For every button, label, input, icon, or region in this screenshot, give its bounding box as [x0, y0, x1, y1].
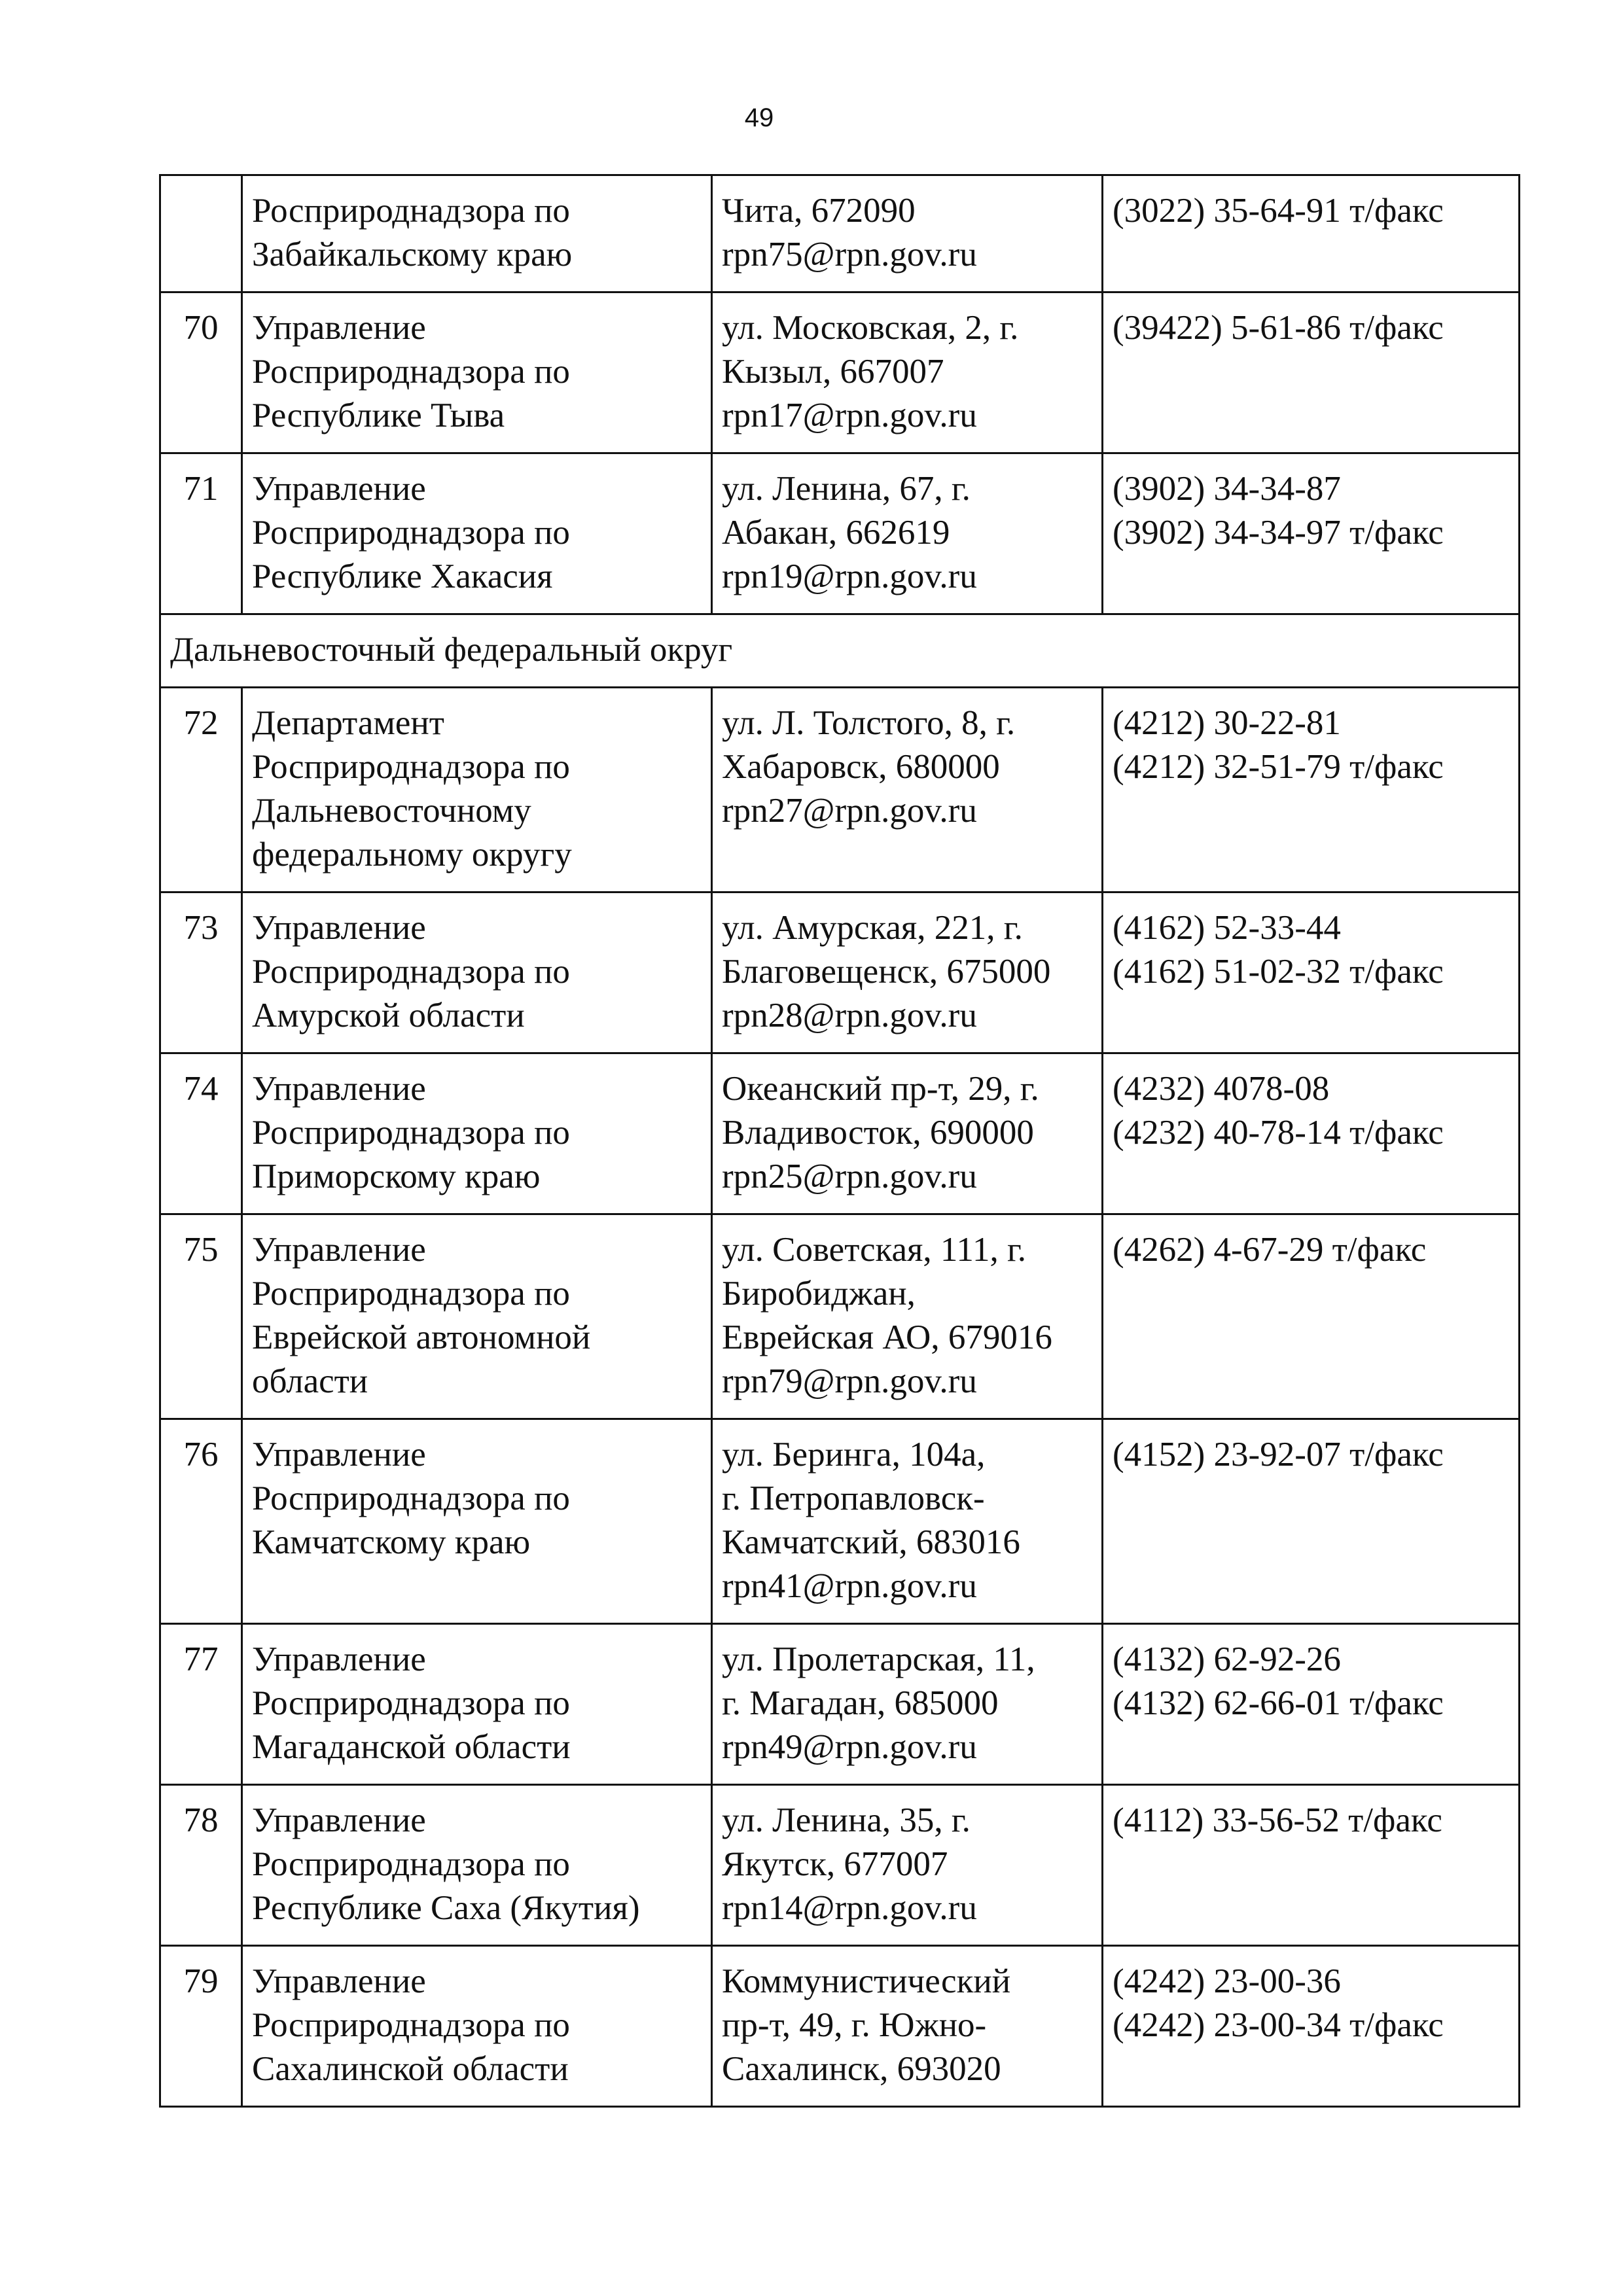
- office-name-line: Управление: [252, 1070, 426, 1108]
- office-address-line: Коммунистический: [722, 1962, 1011, 2000]
- office-address-line: Биробиджан,: [722, 1275, 916, 1313]
- office-address: [712, 1053, 1103, 1214]
- office-name-line: Управление: [252, 309, 426, 347]
- office-address-line: Камчатский, 683016: [722, 1523, 1020, 1561]
- office-address: [712, 688, 1103, 892]
- office-phones-line: (4132) 62-66-01 т/факс: [1113, 1684, 1444, 1722]
- office-name-line: области: [252, 1362, 368, 1400]
- office-name: [242, 892, 712, 1053]
- office-name-line: федеральному округу: [252, 836, 572, 874]
- table-row: [160, 292, 1520, 453]
- office-name-line: Республике Тыва: [252, 397, 505, 434]
- section-header-row: [160, 614, 1520, 688]
- office-address-line: Океанский пр-т, 29, г.: [722, 1070, 1039, 1108]
- office-phones: [1103, 1785, 1520, 1946]
- office-phones: [1103, 892, 1520, 1053]
- office-address-line: rpn14@rpn.gov.ru: [722, 1889, 977, 1927]
- office-address: [712, 892, 1103, 1053]
- office-phones-line: (4162) 51-02-32 т/факс: [1113, 953, 1444, 991]
- office-name-line: Росприроднадзора по: [252, 748, 570, 786]
- office-phones: [1103, 1624, 1520, 1785]
- office-address-line: rpn49@rpn.gov.ru: [722, 1728, 977, 1766]
- office-address-line: Еврейская АО, 679016: [722, 1318, 1052, 1356]
- office-phones-line: (4242) 23-00-36: [1113, 1962, 1341, 2000]
- office-name: [242, 1214, 712, 1419]
- office-phones: [1103, 1053, 1520, 1214]
- office-name-line: Дальневосточному: [252, 792, 531, 830]
- office-address: [712, 1214, 1103, 1419]
- office-address-line: rpn27@rpn.gov.ru: [722, 792, 977, 830]
- office-phones-line: (4262) 4-67-29 т/факс: [1113, 1231, 1427, 1269]
- row-number: 73: [160, 892, 242, 1053]
- office-address-line: rpn17@rpn.gov.ru: [722, 397, 977, 434]
- office-address-line: ул. Московская, 2, г.: [722, 309, 1019, 347]
- office-address-line: rpn25@rpn.gov.ru: [722, 1157, 977, 1195]
- office-phones-line: (4152) 23-92-07 т/факс: [1113, 1436, 1444, 1474]
- office-name-line: Росприроднадзора по: [252, 192, 570, 230]
- table-row: [160, 1053, 1520, 1214]
- office-name-line: Управление: [252, 1640, 426, 1678]
- row-number: 71: [160, 453, 242, 614]
- office-address-line: ул. Беринга, 104а,: [722, 1436, 986, 1474]
- office-address-line: ул. Советская, 111, г.: [722, 1231, 1026, 1269]
- office-name: [242, 1785, 712, 1946]
- office-name-line: Магаданской области: [252, 1728, 571, 1766]
- office-phones-line: (39422) 5-61-86 т/факс: [1113, 309, 1444, 347]
- office-address-line: rpn75@rpn.gov.ru: [722, 236, 977, 274]
- office-name-line: Управление: [252, 909, 426, 947]
- office-name-line: Росприроднадзора по: [252, 1845, 570, 1883]
- office-name-line: Росприроднадзора по: [252, 514, 570, 552]
- table-row: [160, 1214, 1520, 1419]
- page-number: 49: [744, 103, 774, 132]
- office-name: [242, 292, 712, 453]
- office-address-line: г. Магадан, 685000: [722, 1684, 999, 1722]
- office-name-line: Росприроднадзора по: [252, 953, 570, 991]
- office-address-line: ул. Пролетарская, 11,: [722, 1640, 1035, 1678]
- office-phones: [1103, 688, 1520, 892]
- office-name: [242, 453, 712, 614]
- office-name: [242, 1419, 712, 1624]
- office-name-line: Росприроднадзора по: [252, 1275, 570, 1313]
- row-number: [160, 175, 242, 292]
- office-name-line: Амурской области: [252, 997, 525, 1034]
- office-address: [712, 1624, 1103, 1785]
- office-name: [242, 1053, 712, 1214]
- table-body-top: [160, 175, 1520, 614]
- office-phones: [1103, 1946, 1520, 2107]
- office-address: [712, 1785, 1103, 1946]
- office-name-line: Росприроднадзора по: [252, 1114, 570, 1152]
- office-phones-line: (4242) 23-00-34 т/факс: [1113, 2006, 1444, 2044]
- office-address-line: г. Петропавловск-: [722, 1479, 985, 1517]
- office-name-line: Росприроднадзора по: [252, 1684, 570, 1722]
- office-name-line: Республике Хакасия: [252, 557, 553, 595]
- office-name: [242, 175, 712, 292]
- office-address-line: rpn41@rpn.gov.ru: [722, 1567, 977, 1605]
- row-number: 75: [160, 1214, 242, 1419]
- section-title: Дальневосточный федеральный округ: [160, 614, 1520, 688]
- office-address: [712, 1419, 1103, 1624]
- row-number: 78: [160, 1785, 242, 1946]
- section-header: [160, 614, 1520, 688]
- office-name-line: Сахалинской области: [252, 2050, 569, 2088]
- table-row: [160, 1419, 1520, 1624]
- office-phones-line: (4212) 32-51-79 т/факс: [1113, 748, 1444, 786]
- office-name-line: Росприроднадзора по: [252, 2006, 570, 2044]
- office-address: [712, 453, 1103, 614]
- office-name-line: Управление: [252, 1801, 426, 1839]
- office-name-line: Управление: [252, 1962, 426, 2000]
- office-phones: [1103, 292, 1520, 453]
- office-phones-line: (3902) 34-34-87: [1113, 470, 1341, 508]
- office-address-line: Чита, 672090: [722, 192, 916, 230]
- row-number: 72: [160, 688, 242, 892]
- office-phones-line: (3902) 34-34-97 т/факс: [1113, 514, 1444, 552]
- office-address-line: ул. Ленина, 35, г.: [722, 1801, 971, 1839]
- office-address-line: Благовещенск, 675000: [722, 953, 1051, 991]
- table-row: [160, 892, 1520, 1053]
- office-phones-line: (4112) 33-56-52 т/факс: [1113, 1801, 1442, 1839]
- office-address: [712, 1946, 1103, 2107]
- table-row: [160, 1946, 1520, 2107]
- office-address-line: ул. Л. Толстого, 8, г.: [722, 704, 1016, 742]
- office-name: [242, 1946, 712, 2107]
- office-phones-line: (4212) 30-22-81: [1113, 704, 1341, 742]
- office-phones-line: (4232) 4078-08: [1113, 1070, 1330, 1108]
- office-name-line: Управление: [252, 470, 426, 508]
- office-name-line: Забайкальскому краю: [252, 236, 573, 274]
- office-address-line: Кызыл, 667007: [722, 353, 944, 391]
- office-name-line: Росприроднадзора по: [252, 353, 570, 391]
- office-name-line: Управление: [252, 1436, 426, 1474]
- row-number: 77: [160, 1624, 242, 1785]
- row-number: 76: [160, 1419, 242, 1624]
- office-name-line: Камчатскому краю: [252, 1523, 531, 1561]
- office-name: [242, 688, 712, 892]
- office-phones-line: (4162) 52-33-44: [1113, 909, 1341, 947]
- row-number: 79: [160, 1946, 242, 2107]
- office-address-line: Якутск, 677007: [722, 1845, 948, 1883]
- table-row: [160, 1785, 1520, 1946]
- office-name-line: Республике Саха (Якутия): [252, 1889, 640, 1927]
- office-address: [712, 175, 1103, 292]
- office-name-line: Департамент: [252, 704, 444, 742]
- office-phones-line: (3022) 35-64-91 т/факс: [1113, 192, 1444, 230]
- office-phones-line: (4232) 40-78-14 т/факс: [1113, 1114, 1444, 1152]
- office-address-line: Хабаровск, 680000: [722, 748, 1000, 786]
- table-row: [160, 688, 1520, 892]
- office-name-line: Управление: [252, 1231, 426, 1269]
- office-address-line: Абакан, 662619: [722, 514, 950, 552]
- office-name-line: Еврейской автономной: [252, 1318, 591, 1356]
- office-address-line: rpn28@rpn.gov.ru: [722, 997, 977, 1034]
- office-address-line: Сахалинск, 693020: [722, 2050, 1001, 2088]
- table-row: [160, 1624, 1520, 1785]
- row-number: 70: [160, 292, 242, 453]
- row-number: 74: [160, 1053, 242, 1214]
- office-phones: [1103, 1419, 1520, 1624]
- office-address: [712, 292, 1103, 453]
- table-row: [160, 453, 1520, 614]
- offices-table: [159, 174, 1520, 2108]
- office-name-line: Росприроднадзора по: [252, 1479, 570, 1517]
- office-address-line: rpn79@rpn.gov.ru: [722, 1362, 977, 1400]
- office-address-line: Владивосток, 690000: [722, 1114, 1034, 1152]
- office-phones-line: (4132) 62-92-26: [1113, 1640, 1341, 1678]
- office-address-line: ул. Ленина, 67, г.: [722, 470, 971, 508]
- office-name-line: Приморскому краю: [252, 1157, 541, 1195]
- office-phones: [1103, 1214, 1520, 1419]
- table-body-far-east: [160, 688, 1520, 2107]
- office-address-line: пр-т, 49, г. Южно-: [722, 2006, 987, 2044]
- office-address-line: rpn19@rpn.gov.ru: [722, 557, 977, 595]
- office-address-line: ул. Амурская, 221, г.: [722, 909, 1023, 947]
- office-phones: [1103, 453, 1520, 614]
- table-row: [160, 175, 1520, 292]
- office-phones: [1103, 175, 1520, 292]
- office-name: [242, 1624, 712, 1785]
